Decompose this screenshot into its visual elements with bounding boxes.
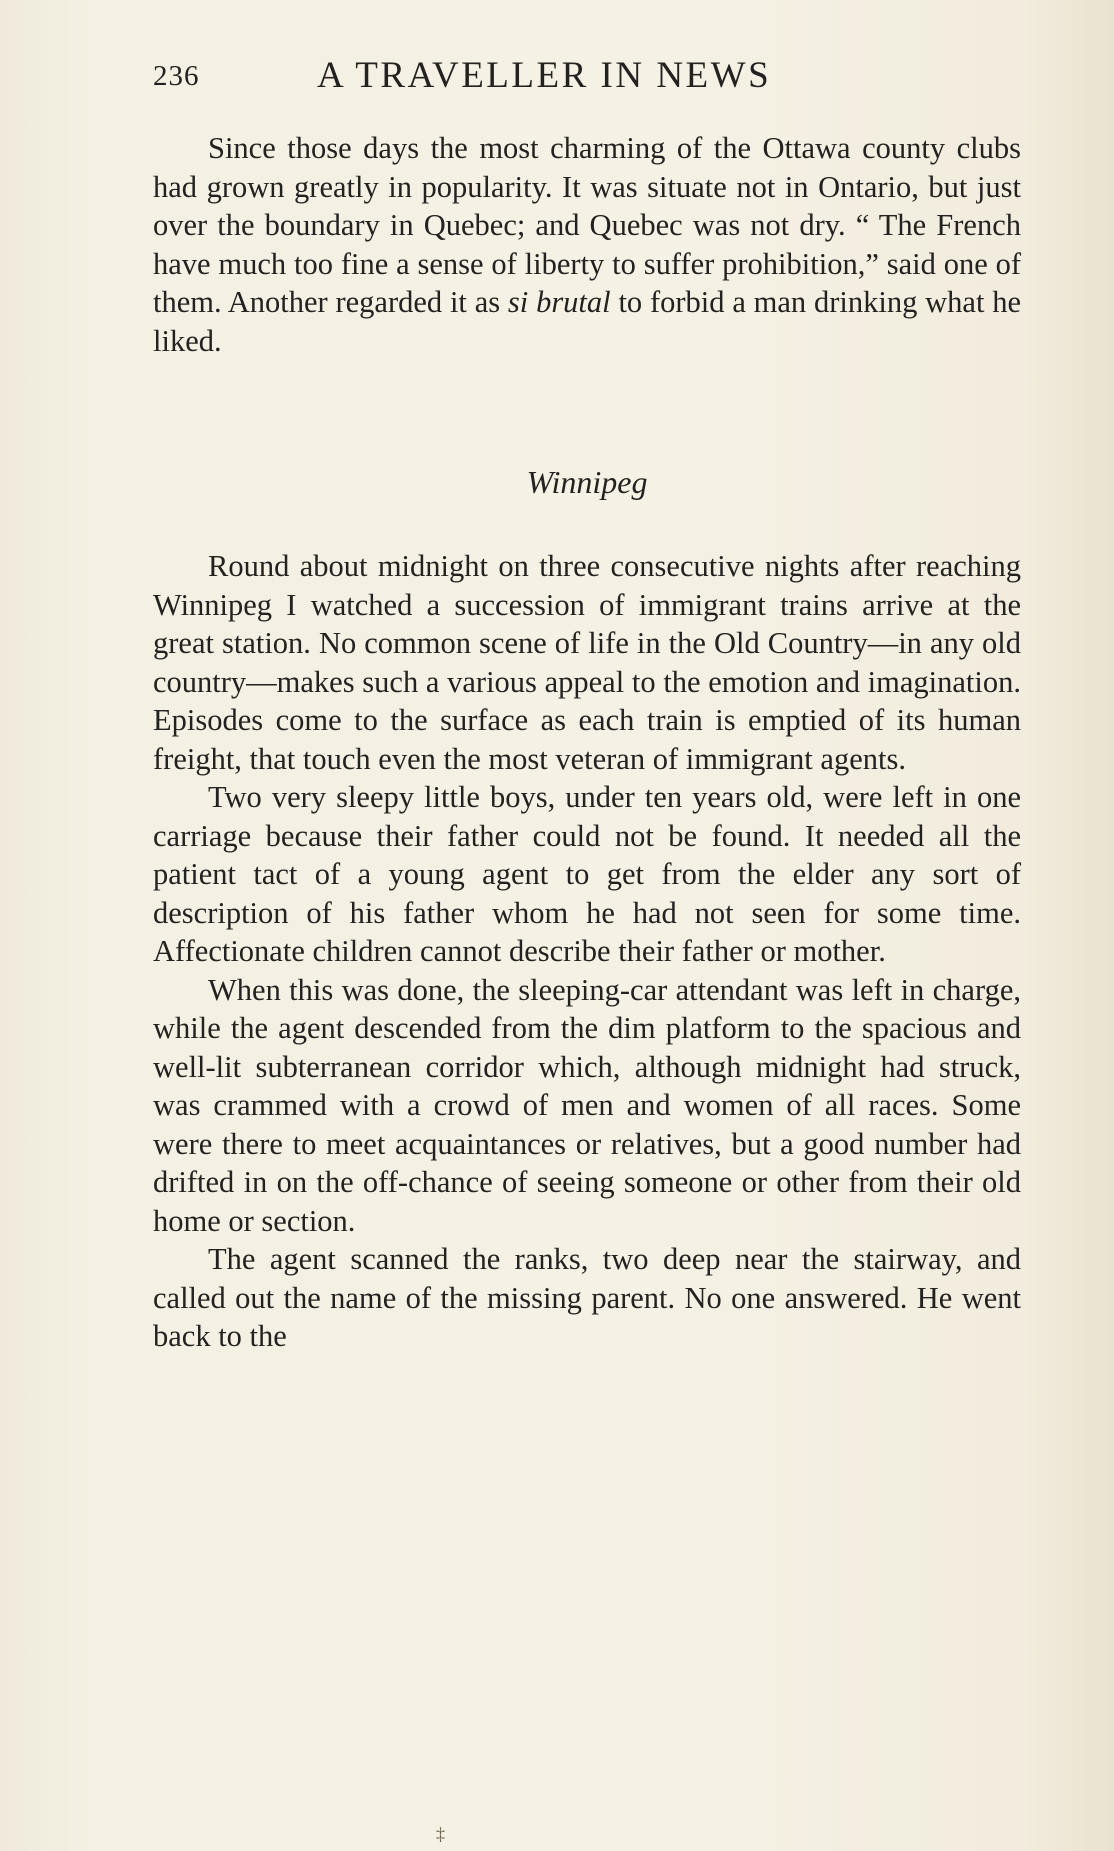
- paragraph-text: Since those days the most charming of the Ottawa county clubs had grown greatly in popularity. It was situate not in Ontario, but just over the boundary in Quebec; and Quebec was not dry. “ The French have much too fine a sense of liberty to suffer prohibition,” said one of them. Another regarded it as: [153, 131, 1021, 319]
- page-number: 236: [153, 60, 200, 92]
- section-heading: Winnipeg: [526, 464, 648, 500]
- paragraph: Two very sleepy little boys, under ten years old, were left in one carriage because their father could not be found. It needed all the patient tact of a young agent to get from the elder any sort of description of his father whom he had not seen for some time. Affectionate children cannot describe their father or mother.: [153, 780, 1021, 968]
- italic-phrase: si brutal: [507, 285, 611, 319]
- paragraph: [153, 129, 1021, 360]
- paragraph: The agent scanned the ranks, two deep near the stairway, and called out the name of the missing parent. No one answered. He went back to the: [153, 1242, 1021, 1353]
- paragraph: Round about midnight on three consecutive nights after reaching Winnipeg I watched a succession of immigrant trains arrive at the great station. No common scene of life in the Old Country—in any old country—makes such a various appeal to the emotion and imagination. Episodes come to the surface as each train is emptied of its human freight, that touch even the most veteran of immigrant agents.: [153, 549, 1021, 776]
- page-header: [153, 54, 983, 102]
- intro-text-block: [153, 129, 1021, 360]
- paragraph: When this was done, the sleeping-car attendant was left in charge, while the agent descended from the dim platform to the spacious and well-lit subterranean corridor which, although midnight had struck, was crammed with a crowd of men and women of all races. Some were there to meet acquaintances or relatives, but a good number had drifted in on the off-chance of seeing someone or other from their old home or section.: [153, 972, 1021, 1238]
- printer-mark-icon: ‡: [436, 1824, 445, 1844]
- main-text-block: [153, 547, 1021, 1356]
- running-head: A TRAVELLER IN NEWS: [317, 55, 772, 96]
- paragraph-text-tail: to forbid a man drinking what he liked.: [153, 285, 1022, 358]
